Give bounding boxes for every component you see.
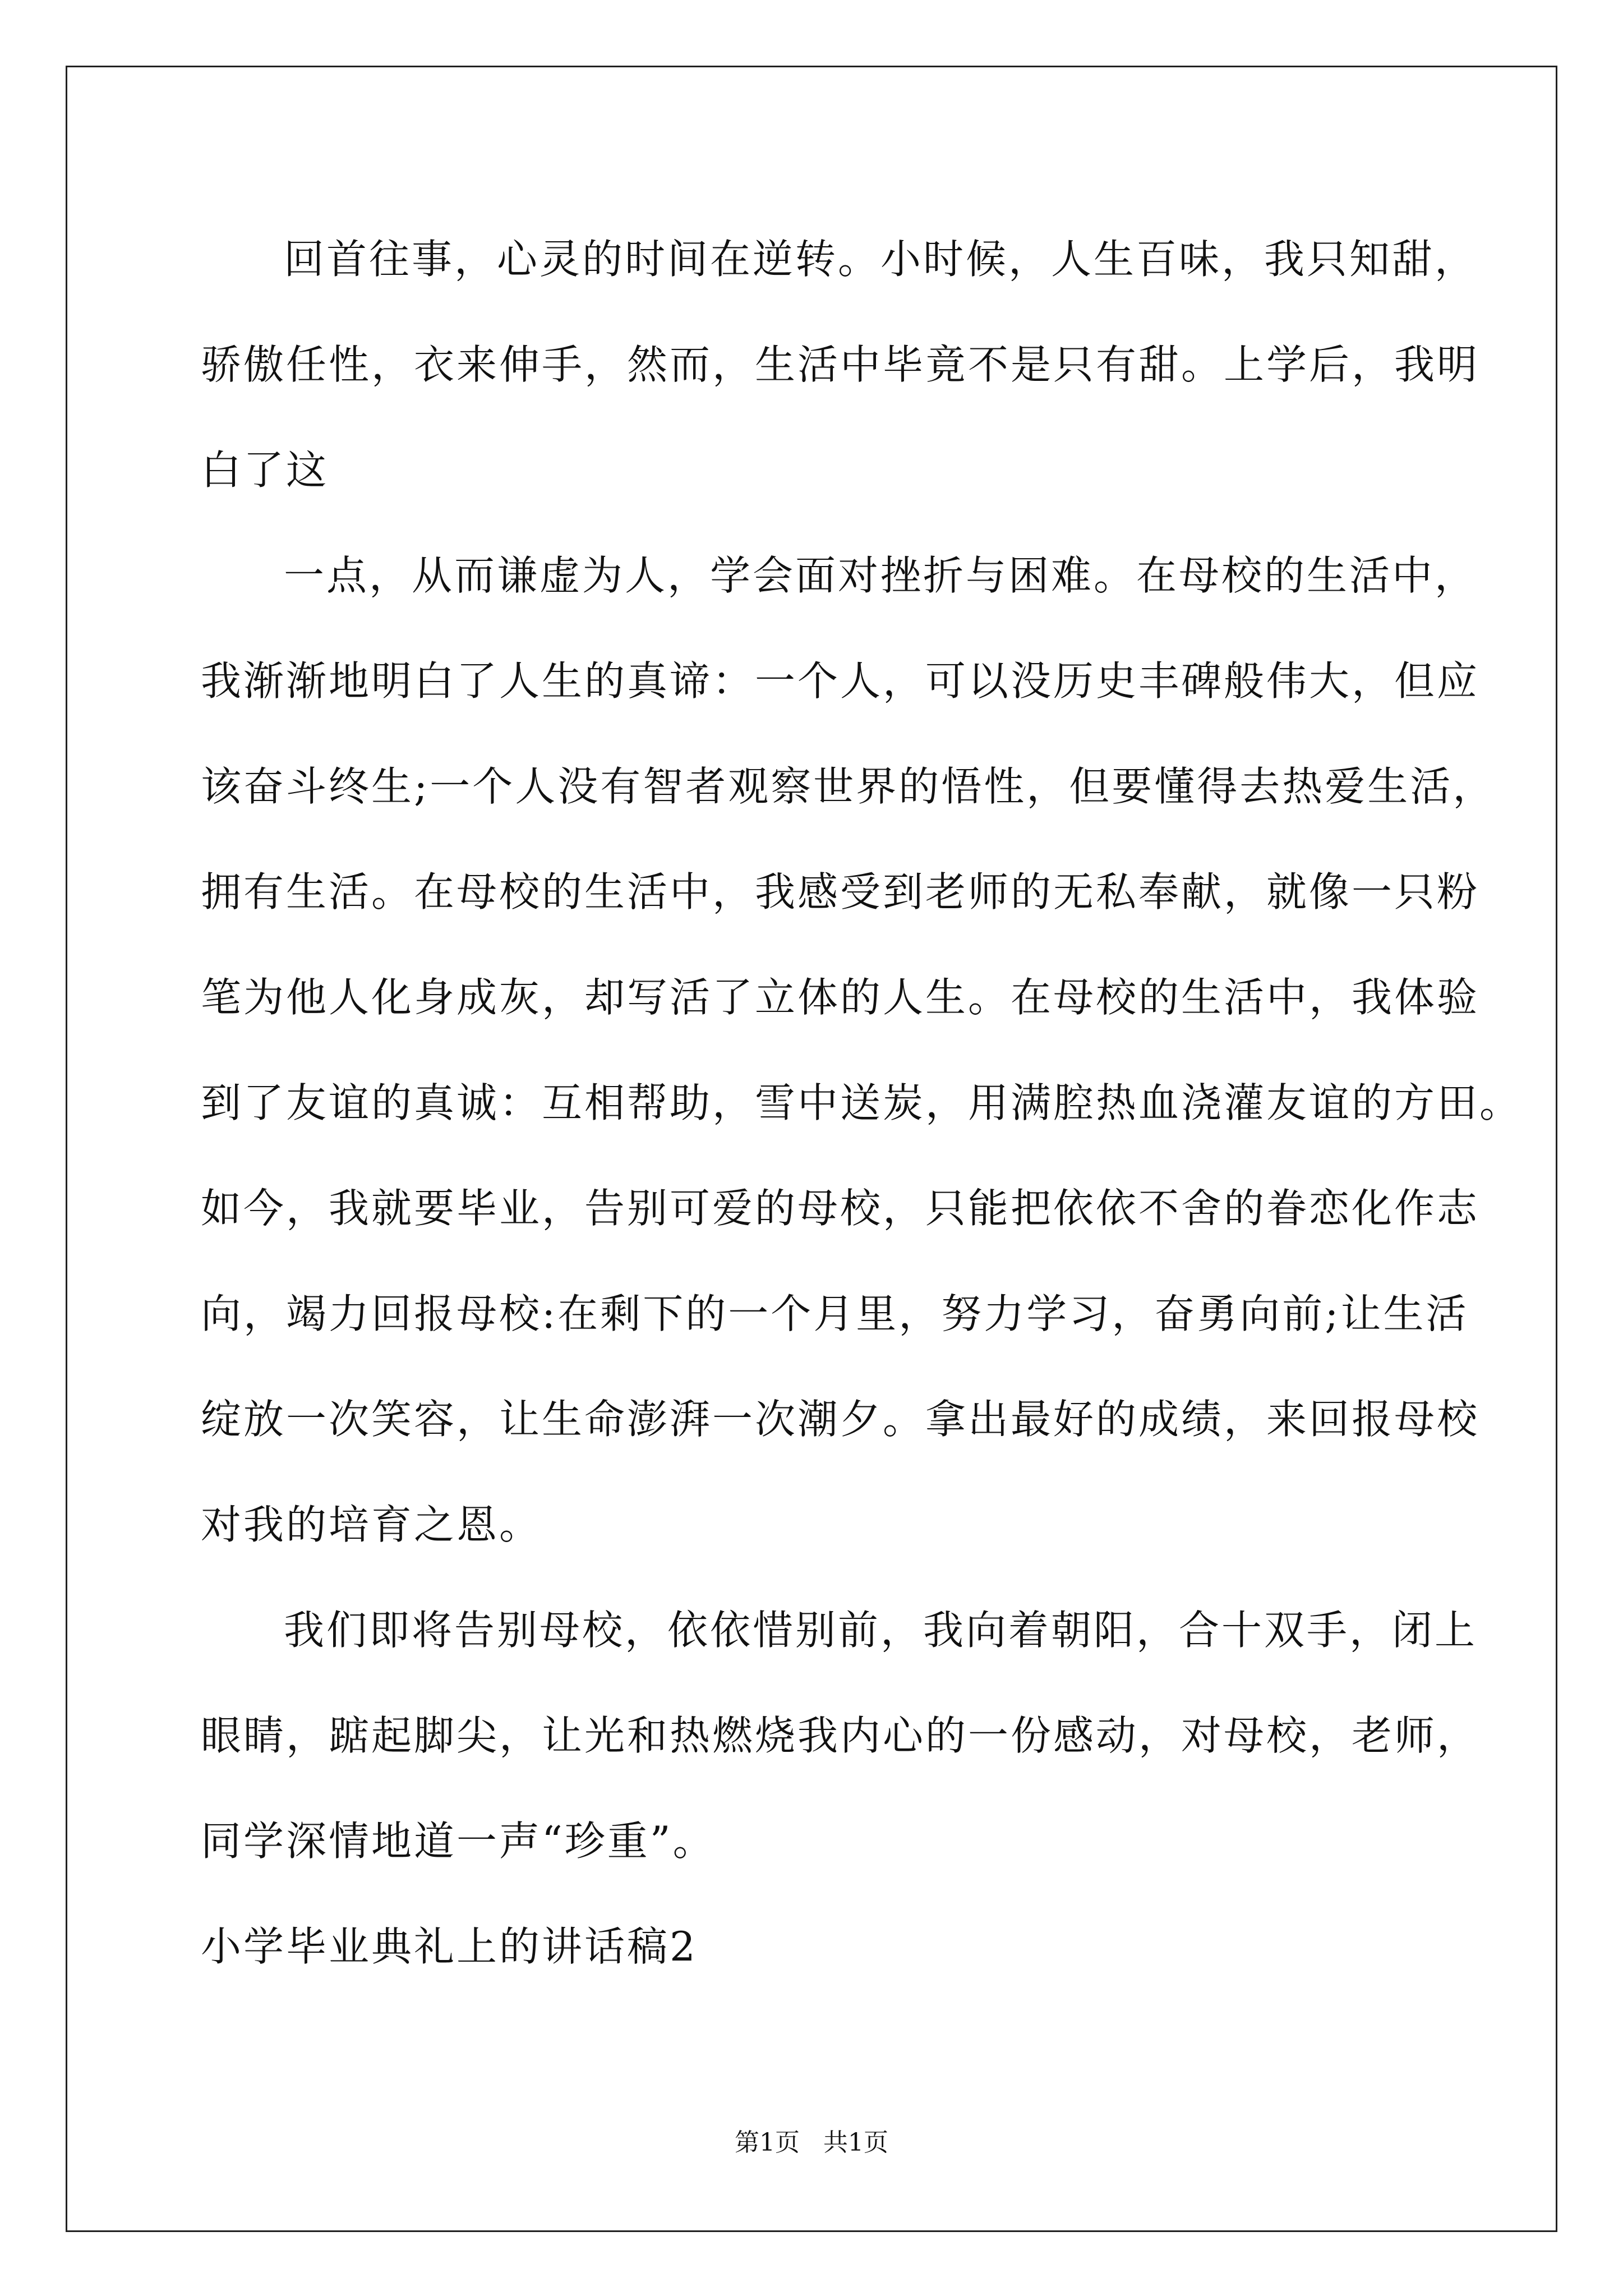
paragraph-line: 眼睛，踮起脚尖，让光和热燃烧我内心的一份感动，对母校，老师， bbox=[201, 1712, 1480, 1759]
paragraph-line: 到了友谊的真诚：互相帮助，雪中送炭，用满腔热血浇灌友谊的方田。 bbox=[201, 1079, 1523, 1126]
section-heading: 小学毕业典礼上的讲话稿2 bbox=[201, 1923, 698, 1970]
page-number-footer: 第1页 共1页 bbox=[735, 2128, 888, 2157]
paragraph-line: 一点，从而谦虚为人，学会面对挫折与困难。在母校的生活中， bbox=[284, 552, 1478, 599]
paragraph-line: 白了这 bbox=[201, 447, 329, 494]
paragraph-line: 回首往事，心灵的时间在逆转。小时候，人生百味，我只知甜， bbox=[284, 236, 1478, 283]
paragraph-line: 向，竭力回报母校:在剩下的一个月里，努力学习，奋勇向前;让生活 bbox=[201, 1290, 1469, 1337]
document-body bbox=[201, 206, 1523, 1999]
paragraph-line: 如今，我就要毕业，告别可爱的母校，只能把依依不舍的眷恋化作志 bbox=[201, 1185, 1480, 1232]
paragraph-line: 我渐渐地明白了人生的真谛：一个人，可以没历史丰碑般伟大，但应 bbox=[201, 657, 1480, 705]
paragraph-line: 我们即将告别母校，依依惜别前，我向着朝阳，合十双手，闭上 bbox=[284, 1607, 1478, 1654]
paragraph-line: 同学深情地道一声“珍重”。 bbox=[201, 1818, 716, 1865]
paragraph-line: 该奋斗终生;一个人没有智者观察世界的悟性，但要懂得去热爱生活， bbox=[201, 763, 1496, 810]
paragraph-line: 拥有生活。在母校的生活中，我感受到老师的无私奉献，就像一只粉 bbox=[201, 868, 1480, 915]
paragraph-line: 对我的培育之恩。 bbox=[201, 1501, 542, 1548]
paragraph-line: 笔为他人化身成灰，却写活了立体的人生。在母校的生活中，我体验 bbox=[201, 974, 1480, 1021]
paragraph-line: 骄傲任性，衣来伸手，然而，生活中毕竟不是只有甜。上学后，我明 bbox=[201, 341, 1480, 388]
paragraph-line: 绽放一次笑容，让生命澎湃一次潮夕。拿出最好的成绩，来回报母校 bbox=[201, 1396, 1480, 1443]
